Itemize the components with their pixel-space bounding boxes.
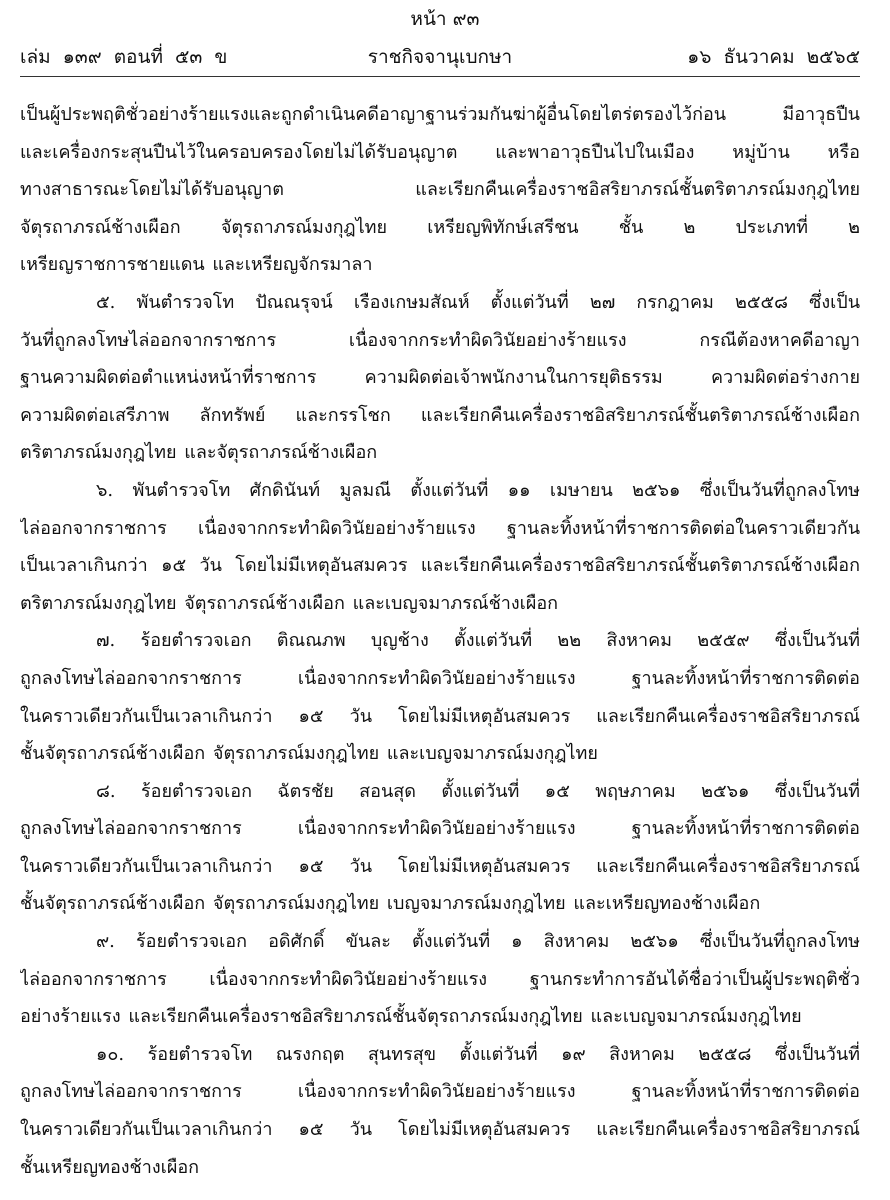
- volume-issue: เล่ม ๑๓๙ ตอนที่ ๕๓ ข: [20, 46, 228, 68]
- text-line: ในคราวเดียวกันเป็นเวลาเกินกว่า ๑๕ วัน โดยไม่มีเหตุอันสมควร และเรียกคืนเครื่องราชอิสริยาภรณ์: [20, 705, 860, 727]
- text-line: ถูกลงโทษไล่ออกจากราชการ เนื่องจากกระทำผิดวินัยอย่างร้ายแรง ฐานละทิ้งหน้าที่ราชการติดต่อ: [20, 1081, 860, 1103]
- text-line: ทางสาธารณะโดยไม่ได้รับอนุญาต และเรียกคืนเครื่องราชอิสริยาภรณ์ชั้นตริตาภรณ์มงกุฎไทย: [20, 179, 860, 201]
- text-line: วันที่ถูกลงโทษไล่ออกจากราชการ เนื่องจากกระทำผิดวินัยอย่างร้ายแรง กรณีต้องหาคดีอาญา: [20, 329, 860, 351]
- item-10-first-line: ๑๐. ร้อยตำรวจโท ณรงกฤต สุนทรสุข ตั้งแต่วันที่ ๑๙ สิงหาคม ๒๕๕๘ ซึ่งเป็นวันที่: [96, 1043, 860, 1065]
- issue-date: ๑๖ ธันวาคม ๒๕๖๕: [687, 46, 860, 68]
- text-line: ถูกลงโทษไล่ออกจากราชการ เนื่องจากกระทำผิดวินัยอย่างร้ายแรง ฐานละทิ้งหน้าที่ราชการติดต่อ: [20, 818, 860, 840]
- body-text: [20, 96, 860, 1186]
- text-line: ชั้นจัตุรถาภรณ์ช้างเผือก จัตุรถาภรณ์มงกุฎไทย และเบญจมาภรณ์มงกุฎไทย: [20, 743, 598, 765]
- page-number: หน้า ๙๓: [410, 8, 480, 30]
- item-5-first-line: ๕. พันตำรวจโท ปัณณรุจน์ เรืองเกษมสัณห์ ตั้งแต่วันที่ ๒๗ กรกฎาคม ๒๕๕๘ ซึ่งเป็น: [96, 291, 860, 313]
- text-line: ไล่ออกจากราชการ เนื่องจากกระทำผิดวินัยอย่างร้ายแรง ฐานละทิ้งหน้าที่ราชการติดต่อในคราวเดียวกัน: [20, 517, 860, 539]
- text-line: ชั้นเหรียญทองช้างเผือก: [20, 1156, 200, 1178]
- item-8-first-line: ๘. ร้อยตำรวจเอก ฉัตรชัย สอนสุด ตั้งแต่วันที่ ๑๕ พฤษภาคม ๒๕๖๑ ซึ่งเป็นวันที่: [96, 780, 860, 802]
- running-header: [20, 42, 860, 72]
- text-line: ตริตาภรณ์มงกุฎไทย และจัตุรถาภรณ์ช้างเผือก: [20, 442, 378, 464]
- text-line: ในคราวเดียวกันเป็นเวลาเกินกว่า ๑๕ วัน โดยไม่มีเหตุอันสมควร และเรียกคืนเครื่องราชอิสริยาภรณ์: [20, 1119, 860, 1141]
- item-7-first-line: ๗. ร้อยตำรวจเอก ติณณภพ บุญช้าง ตั้งแต่วันที่ ๒๒ สิงหาคม ๒๕๕๙ ซึ่งเป็นวันที่: [96, 630, 860, 652]
- text-line: เป็นผู้ประพฤติชั่วอย่างร้ายแรงและถูกดำเนินคดีอาญาฐานร่วมกันฆ่าผู้อื่นโดยไตร่ตรองไว้ก่อน มีอาวุธปืน: [20, 104, 860, 125]
- text-line: ความผิดต่อเสรีภาพ ลักทรัพย์ และกรรโชก และเรียกคืนเครื่องราชอิสริยาภรณ์ชั้นตริตาภรณ์ช้างเผือก: [20, 404, 860, 426]
- text-line: จัตุรถาภรณ์ช้างเผือก จัตุรถาภรณ์มงกุฎไทย เหรียญพิทักษ์เสรีชน ชั้น ๒ ประเภทที่ ๒: [20, 216, 860, 238]
- text-line: เหรียญราชการชายแดน และเหรียญจักรมาลา: [20, 254, 373, 276]
- text-line: ถูกลงโทษไล่ออกจากราชการ เนื่องจากกระทำผิดวินัยอย่างร้ายแรง ฐานละทิ้งหน้าที่ราชการติดต่อ: [20, 667, 860, 689]
- item-9-first-line: ๙. ร้อยตำรวจเอก อดิศักดิ์ ขันละ ตั้งแต่วันที่ ๑ สิงหาคม ๒๕๖๑ ซึ่งเป็นวันที่ถูกลงโทษ: [96, 931, 860, 953]
- publication-title: ราชกิจจานุเบกษา: [367, 46, 513, 68]
- text-line: ชั้นจัตุรถาภรณ์ช้างเผือก จัตุรถาภรณ์มงกุฎไทย เบญจมาภรณ์มงกุฎไทย และเหรียญทองช้างเผือก: [20, 893, 761, 915]
- item-6-first-line: ๖. พันตำรวจโท ศักดินันท์ มูลมณี ตั้งแต่วันที่ ๑๑ เมษายน ๒๕๖๑ ซึ่งเป็นวันที่ถูกลงโทษ: [96, 479, 860, 501]
- text-line: ตริตาภรณ์มงกุฎไทย จัตุรถาภรณ์ช้างเผือก และเบญจมาภรณ์ช้างเผือก: [20, 592, 559, 614]
- text-line: ไล่ออกจากราชการ เนื่องจากกระทำผิดวินัยอย่างร้ายแรง ฐานกระทำการอันได้ชื่อว่าเป็นผู้ประพฤติชั่ว: [20, 968, 860, 990]
- text-line: เป็นเวลาเกินกว่า ๑๕ วัน โดยไม่มีเหตุอันสมควร และเรียกคืนเครื่องราชอิสริยาภรณ์ชั้นตริตาภรณ์ช้างเผือก: [20, 555, 860, 577]
- text-line: ฐานความผิดต่อตำแหน่งหน้าที่ราชการ ความผิดต่อเจ้าพนักงานในการยุติธรรม ความผิดต่อร่างกาย: [20, 367, 860, 389]
- text-line: ในคราวเดียวกันเป็นเวลาเกินกว่า ๑๕ วัน โดยไม่มีเหตุอันสมควร และเรียกคืนเครื่องราชอิสริยาภรณ์: [20, 855, 860, 877]
- text-line: และเครื่องกระสุนปืนไว้ในครอบครองโดยไม่ได้รับอนุญาต และพาอาวุธปืนไปในเมือง หมู่บ้าน หรือ: [20, 141, 860, 163]
- text-line: อย่างร้ายแรง และเรียกคืนเครื่องราชอิสริยาภรณ์ชั้นจัตุรถาภรณ์มงกุฎไทย และเบญจมาภรณ์มงกุฎไทย: [20, 1006, 802, 1028]
- header-divider: [20, 76, 860, 77]
